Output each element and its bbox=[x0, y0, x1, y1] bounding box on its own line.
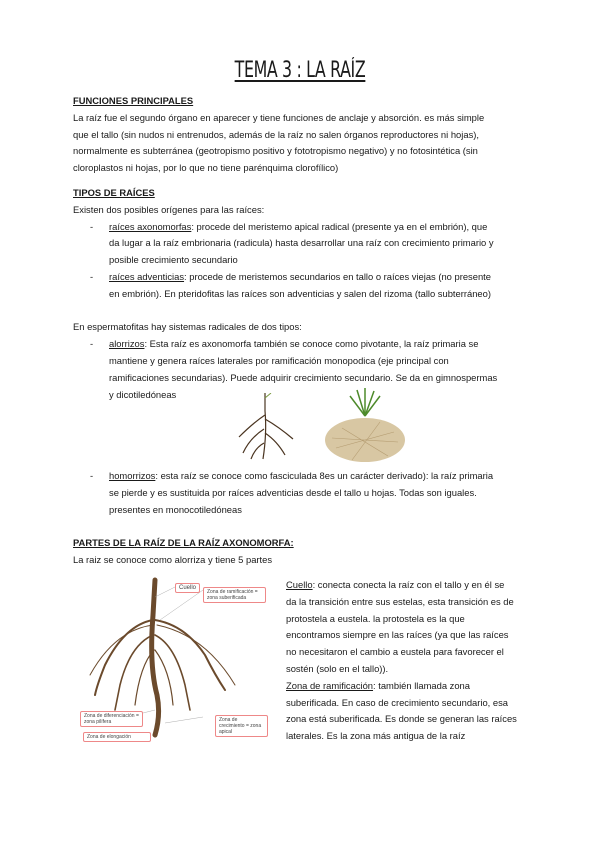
text-line: normalmente es subterránea (geotropismo positivo y fototropismo negativo) y no fotosintética (sin bbox=[73, 145, 478, 157]
section-heading: PARTES DE LA RAÍZ DE LA RAÍZ AXONOMORFA: bbox=[73, 537, 294, 549]
list-item: - alorrizos: Esta raíz es axonomorfa también se conoce como pivotante, la raíz primaria se mantiene y genera raíces laterales por ramificación monopodica (eje principal con ramificaciones secundarias). Puede adquirir crecimiento secundario. Se da en gimnospermas y dicotiledóneas bbox=[73, 336, 543, 403]
diagram-label: Zona de diferenciación = zona pilífera bbox=[80, 711, 143, 727]
page-title: TEMA 3 : LA RAÍZ bbox=[234, 58, 366, 83]
section-homorrizos bbox=[73, 468, 543, 569]
diagram-label: Zona de elongación bbox=[83, 732, 151, 742]
diagram-label: Zona de crecimiento = zona apical bbox=[215, 715, 268, 737]
text-line: cloroplastos ni hojas, por lo que no tiene parénquima clorofílico) bbox=[73, 162, 339, 174]
text-line: : también llamada zona bbox=[373, 679, 470, 691]
text-line: La raiz se conoce como alorriza y tiene 5 partes bbox=[73, 553, 273, 565]
section-funciones bbox=[73, 93, 543, 177]
root-parts-diagram bbox=[75, 575, 275, 745]
text-line: da lugar a la raíz embrionaria (radicula) hasta desarrollar una raíz con crecimiento primario y bbox=[109, 237, 494, 249]
diagram-label: Zona de ramificación = zona suberificada bbox=[203, 587, 266, 603]
term: homorrizos bbox=[109, 470, 156, 481]
section-tipos bbox=[73, 185, 543, 403]
text-line: : procede del meristemo apical radical (presente ya en el embrión), que bbox=[191, 220, 488, 232]
text-line: : esta raíz se conoce como fasciculada 8es un carácter derivado): la raíz primaria bbox=[155, 470, 494, 481]
text-line: encontramos siempre en las raíces (ya que las raíces bbox=[286, 629, 509, 641]
text-line: presentes en monocotiledóneas bbox=[109, 503, 242, 515]
text-line: suberificada. En caso de crecimiento secundario, esa bbox=[286, 696, 508, 708]
section-heading: TIPOS DE RAÍCES bbox=[73, 187, 155, 198]
text-line: da la transición entre sus estelas, esta transición es de bbox=[286, 595, 514, 607]
term: raíces adventicias bbox=[109, 270, 185, 282]
list-item: - homorrizos: esta raíz se conoce como fasciculada 8es un carácter derivado): la raíz primaria se pierde y es sustituida por raíces adventicias desde el tallo u hojas. Todas son iguales. presentes en monocotiledóneas bbox=[73, 468, 543, 518]
section-heading: FUNCIONES PRINCIPALES bbox=[73, 95, 194, 106]
text-line: en embrión). En pteridofitas las raíces son adventicias y salen del rizoma (tallo subterráneo) bbox=[109, 287, 491, 299]
term: Cuello bbox=[286, 579, 313, 590]
text-line: y dicotiledóneas bbox=[109, 388, 177, 400]
taproot-image bbox=[225, 393, 305, 463]
term: raíces axonomorfas bbox=[109, 220, 192, 232]
diagram-label: Cuello bbox=[175, 583, 200, 593]
term: alorrizos bbox=[109, 338, 145, 350]
term: Zona de ramificación bbox=[286, 679, 374, 691]
text-line: sostén (solo en el tallo)). bbox=[286, 662, 389, 674]
text-line: Existen dos posibles orígenes para las raíces: bbox=[73, 203, 265, 215]
text-line: La raíz fue el segundo órgano en aparecer y tiene funciones de anclaje y absorción. es más simple bbox=[73, 111, 485, 123]
text-line: : Esta raíz es axonomorfa también se conoce como pivotante, la raíz primaria se bbox=[144, 338, 479, 350]
text-line: En espermatofitas hay sistemas radicales de dos tipos: bbox=[73, 321, 302, 333]
list-item: - raíces adventicias: procede de meristemos secundarios en tallo o raíces viejas (no presente en embrión). En pteridofitas las raíces son adventicias y salen del rizoma (tallo subterráneo) bbox=[73, 269, 543, 303]
text-line: que el tallo (sin nudos ni entrenudos, además de la raíz no salen órganos reproductores ni hojas), bbox=[73, 128, 479, 140]
text-line: posible crecimiento secundario bbox=[109, 254, 238, 266]
text-line: : procede de meristemos secundarios en tallo o raíces viejas (no presente bbox=[184, 270, 491, 282]
section-partes-text bbox=[286, 577, 546, 745]
text-line: se pierde y es sustituida por raíces adventicias desde el tallo u hojas. Todas son iguales. bbox=[109, 486, 477, 498]
list-item: - raíces axonomorfas: procede del meristemo apical radical (presente ya en el embrión), que da lugar a la raíz embrionaria (radicula) hasta desarrollar una raíz con crecimiento primario y posible crecimiento secundario bbox=[73, 219, 543, 269]
text-line: mantiene y genera raíces laterales por ramificación monopodica (eje principal con bbox=[109, 354, 449, 366]
text-line: laterales. Es la zona más antigua de la raíz bbox=[286, 730, 466, 742]
text-line: no necesitaron el cambio a eustela para favorecer el bbox=[286, 646, 504, 658]
text-line: ramificaciones secundarias). Puede adquirir crecimiento secundario. Se da en gimnospermas bbox=[109, 371, 498, 383]
text-line: zona está suberificada. Es donde se generan las raíces bbox=[286, 713, 517, 725]
fibrous-root-image bbox=[322, 388, 408, 464]
text-line: protostela a eustela. la protostela es la que bbox=[286, 612, 465, 624]
text-line: : conecta conecta la raíz con el tallo y en él se bbox=[312, 579, 505, 590]
